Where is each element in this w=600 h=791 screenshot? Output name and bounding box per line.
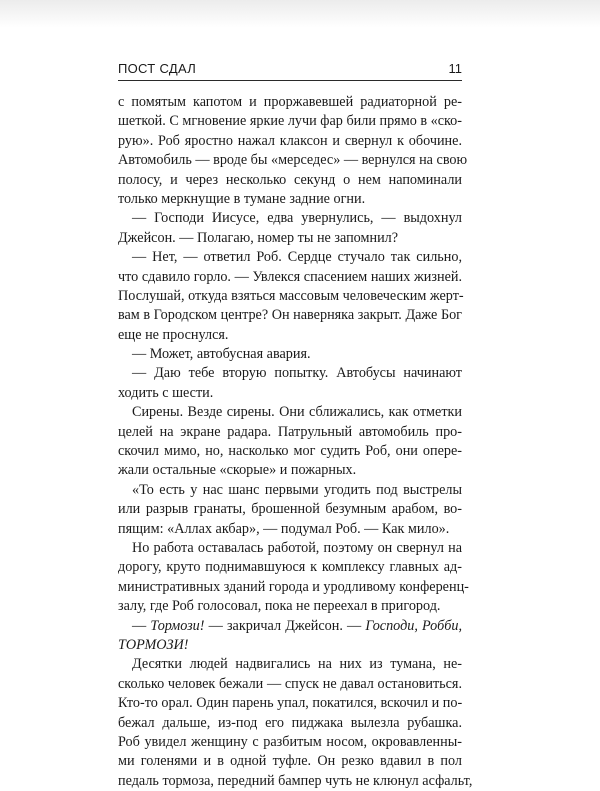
text-line: дорогу, круто поднимавшуюся к комплексу главных ад-: [118, 559, 462, 576]
text-line: вам в Городском центре? Он наверняка закрыт. Даже Бог: [118, 307, 462, 324]
page-number: 11: [448, 61, 462, 76]
text-line: рую». Роб яростно нажал клаксон и свернул к обочине.: [118, 132, 462, 149]
text-line: ходить с шести.: [118, 384, 214, 401]
text-line: или разрыв гранаты, брошенной безумным арабом, во-: [118, 501, 462, 518]
text-line: «То есть у нас шанс первыми угодить под выстрелы: [132, 481, 462, 498]
text-line: ми голенями и в одной туфле. Он резко вдавил в пол: [118, 753, 462, 770]
text-line: Послушай, откуда взяться массовым человеческим жерт-: [118, 287, 464, 304]
text-line: Сирены. Везде сирены. Они сближались, как отметки: [132, 404, 462, 421]
text-line: скочил мимо, но, насколько мог судить Роб, они опере-: [118, 443, 462, 460]
text-line: полосу, и через несколько секунд о нем напоминали: [118, 171, 462, 188]
text-line: — Даю тебе вторую попытку. Автобусы начинают: [132, 365, 462, 382]
text-line: залу, где Роб голосовал, пока не переехал в пригород.: [118, 598, 441, 615]
text-line: Роб увидел женщину с разбитым носом, окровавленны-: [118, 733, 462, 750]
dash: —: [132, 617, 151, 634]
text-line: целей на экране радара. Патрульный автомобиль про-: [118, 423, 462, 440]
running-head: [118, 61, 462, 81]
text-line: — Может, автобусная авария.: [132, 346, 311, 363]
text-line: ТОРМОЗИ!: [118, 636, 189, 653]
text-line: шеткой. С мгновение яркие лучи фар били прямо в «ско-: [118, 113, 462, 130]
text-line: — Господи Иисусе, едва увернулись, — выдохнул: [132, 210, 462, 227]
text-line: что сдавило горло. — Увлекся спасением наших жизней.: [118, 268, 462, 285]
text-line-mixed: [118, 617, 462, 636]
shout-text: Господи, Робби,: [365, 617, 463, 634]
text-line: с помятым капотом и проржавевшей радиаторной ре-: [118, 94, 462, 110]
text-line: Автомобиль — вроде бы «мерседес» — вернулся на свою: [118, 152, 468, 169]
text-line: Джейсон. — Полагаю, номер ты не запомнил?: [118, 229, 399, 246]
text-line: министративных зданий города и уродливому конференц-: [118, 578, 469, 595]
text-line: только меркнущие в тумане задние огни.: [118, 190, 366, 207]
shout-text: Тормози!: [150, 617, 205, 634]
text-line: педаль тормоза, передний бампер чуть не клюнул асфальт,: [118, 772, 473, 789]
scan-shadow: [0, 0, 600, 28]
text-line: бежал дальше, из-под его пиджака вылезла рубашка.: [118, 714, 462, 731]
text-line: пящим: «Аллах акбар», — подумал Роб. — Как мило».: [118, 520, 450, 537]
running-title: ПОСТ СДАЛ: [118, 61, 197, 76]
text-line: — Нет, — ответил Роб. Сердце стучало так сильно,: [132, 249, 462, 266]
text-line: Кто-то орал. Один парень упал, покатился, вскочил и по-: [118, 695, 463, 712]
narration-text: — закричал Джейсон. —: [204, 617, 366, 634]
body-text: [118, 93, 473, 791]
text-line: еще не проснулся.: [118, 326, 229, 343]
text-line: сколько человек бежали — спуск не давал остановиться.: [118, 675, 462, 692]
text-line: Десятки людей надвигались на них из тумана, не-: [132, 656, 462, 673]
text-line: жали остальные «скорые» и пожарных.: [118, 462, 357, 479]
text-line: Но работа оставалась работой, поэтому он свернул на: [132, 539, 462, 556]
header-rule: [118, 80, 462, 81]
